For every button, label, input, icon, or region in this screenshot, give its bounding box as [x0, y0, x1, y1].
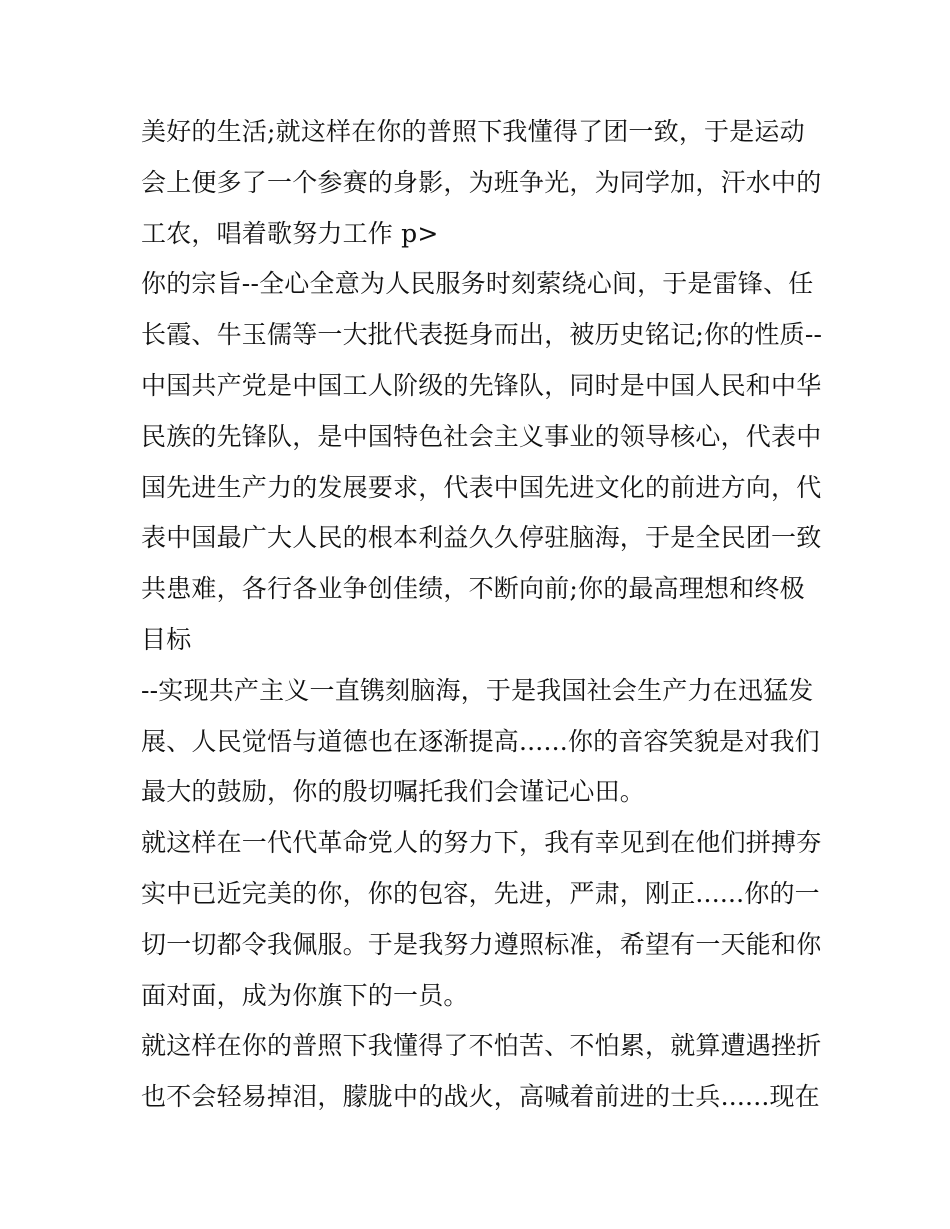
text-line: 共患难，各行各业争创佳绩，不断向前;你的最高理想和终极 [141, 574, 805, 604]
text-line: 表中国最广大人民的根本利益久久停驻脑海，于是全民团一致 [141, 523, 822, 553]
text-line: 中国共产党是中国工人阶级的先锋队，同时是中国人民和中华 [141, 370, 822, 400]
text-line: 展、人民觉悟与道德也在逐渐提高......你的音容笑貌是对我们 [141, 726, 820, 756]
text-line: 切一切都令我佩服。于是我努力遵照标准，希望有一天能和你 [141, 929, 822, 959]
text-line: 目标 [141, 624, 192, 654]
text-line: 美好的生活;就这样在你的普照下我懂得了团一致，于是运动 [141, 117, 805, 146]
text-line: 实中已近完美的你，你的包容，先进，严肃，刚正......你的一 [141, 878, 820, 908]
text-line: 就这样在一代代革命党人的努力下，我有幸见到在他们拼搏夯 [141, 828, 822, 858]
text-line: 工农，唱着歌努力工作 p> [141, 218, 439, 248]
text-line: 你的宗旨--全心全意为人民服务时刻萦绕心间，于是雷锋、任 [141, 269, 814, 299]
text-line: 就这样在你的普照下我懂得了不怕苦、不怕累，就算遭遇挫折 [141, 1031, 822, 1061]
text-line: 面对面，成为你旗下的一员。 [141, 980, 469, 1010]
text-line: 也不会轻易掉泪，朦胧中的战火，高喊着前进的士兵......现在 [141, 1082, 820, 1112]
text-line: 会上便多了一个参赛的身影，为班争光，为同学加，汗水中的 [141, 167, 822, 197]
text-line: 最大的鼓励，你的殷切嘱托我们会谨记心田。 [141, 777, 646, 807]
text-line: 长霞、牛玉儒等一大批代表挺身而出，被历史铭记;你的性质-- [141, 320, 823, 350]
text-line: 民族的先锋队，是中国特色社会主义事业的领导核心，代表中 [141, 421, 822, 451]
text-line: --实现共产主义一直镌刻脑海，于是我国社会生产力在迅猛发 [141, 675, 814, 705]
document-body-text [141, 107, 821, 1123]
text-line: 国先进生产力的发展要求，代表中国先进文化的前进方向，代 [141, 472, 822, 502]
